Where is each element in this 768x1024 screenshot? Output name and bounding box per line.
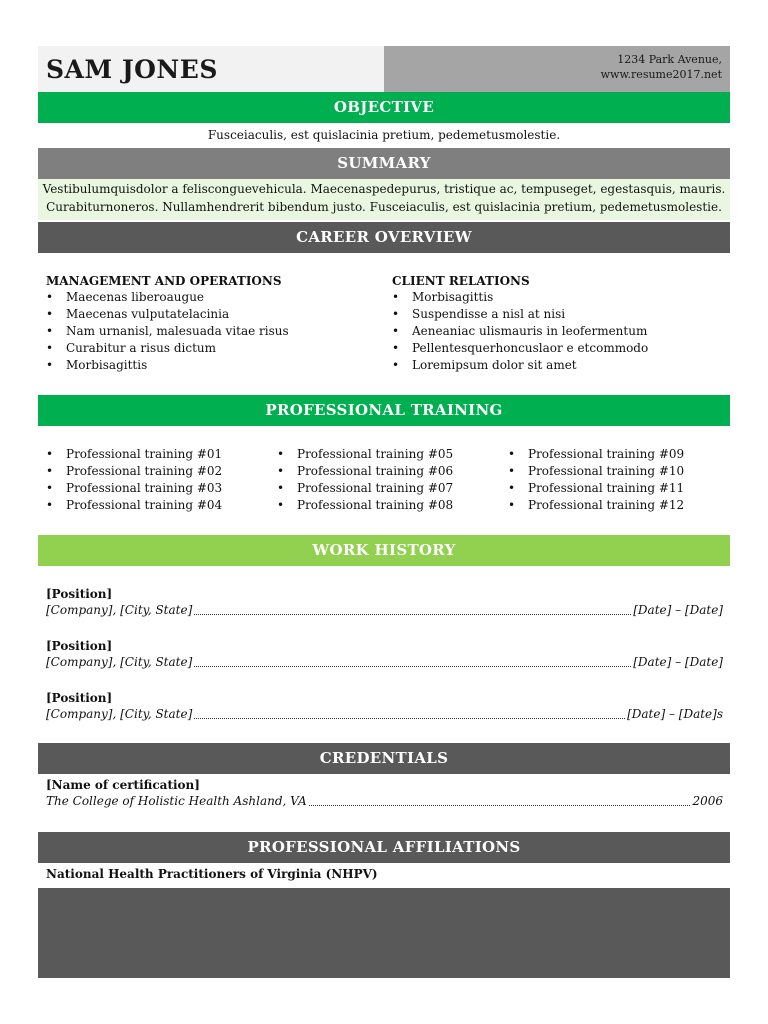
list-item: • Professional training #06	[277, 464, 454, 478]
name-panel	[38, 46, 384, 92]
list-item: • Professional training #11	[508, 481, 685, 495]
training-list-2	[275, 446, 453, 514]
list-item: • Maecenas liberoaugue	[46, 290, 205, 304]
work-history-heading: WORK HISTORY	[38, 535, 730, 566]
leader-dots	[194, 666, 631, 667]
list-item: • Pellentesquerhoncuslaor e etcommodo	[392, 341, 649, 355]
list-item: • Nam urnanisl, malesuada vitae risus	[46, 324, 289, 338]
summary-box	[38, 179, 730, 220]
position-title: [Position]	[46, 639, 113, 653]
company-location: [Company], [City, State]	[46, 655, 193, 669]
leader-dots	[194, 614, 631, 615]
credential-year: 2006	[692, 794, 723, 808]
career-overview-heading: CAREER OVERVIEW	[38, 222, 730, 253]
list-item: • Loremipsum dolor sit amet	[392, 358, 577, 372]
training-list-1	[44, 446, 222, 514]
job-line	[46, 655, 723, 669]
list-item: • Curabitur a risus dictum	[46, 341, 216, 355]
list-item: • Professional training #02	[46, 464, 223, 478]
management-title: MANAGEMENT AND OPERATIONS	[46, 274, 282, 288]
credential-line	[46, 794, 723, 808]
footer-block	[38, 888, 730, 978]
list-item: • Professional training #01	[46, 447, 223, 461]
list-item: • Professional training #10	[508, 464, 685, 478]
affiliations-heading: PROFESSIONAL AFFILIATIONS	[38, 832, 730, 863]
client-relations-title: CLIENT RELATIONS	[392, 274, 530, 288]
company-location: [Company], [City, State]	[46, 603, 193, 617]
management-list	[44, 289, 289, 374]
list-item: • Aeneaniac ulismauris in leofermentum	[392, 324, 648, 338]
list-item: • Professional training #07	[277, 481, 454, 495]
job-line	[46, 707, 723, 721]
summary-line-1: Vestibulumquisdolor a felisconguevehicula. Maecenaspedepurus, tristique ac, tempuseget, egestasquis, mauris.	[42, 182, 726, 196]
objective-heading: OBJECTIVE	[38, 92, 730, 123]
list-item: • Professional training #04	[46, 498, 223, 512]
list-item: • Professional training #05	[277, 447, 454, 461]
list-item: • Morbisagittis	[392, 290, 494, 304]
list-item: • Maecenas vulputatelacinia	[46, 307, 230, 321]
job-dates: [Date] – [Date]s	[627, 707, 723, 721]
summary-line-2: Curabiturnoneros. Nullamhendrerit bibendum justo. Fusceiaculis, est quislacinia pretium, pedemetusmolestie.	[46, 200, 722, 214]
summary-heading: SUMMARY	[38, 148, 730, 179]
address-text: 1234 Park Avenue,	[617, 53, 722, 66]
position-title: [Position]	[46, 587, 113, 601]
candidate-name: SAM JONES	[46, 55, 218, 84]
job-dates: [Date] – [Date]	[633, 655, 723, 669]
credential-school: The College of Holistic Health Ashland, VA	[46, 794, 307, 808]
training-list-3	[506, 446, 684, 514]
training-heading: PROFESSIONAL TRAINING	[38, 395, 730, 426]
credentials-heading: CREDENTIALS	[38, 743, 730, 774]
list-item: • Professional training #08	[277, 498, 454, 512]
certification-name: [Name of certification]	[46, 778, 200, 792]
leader-dots	[194, 718, 625, 719]
leader-dots	[309, 805, 691, 806]
job-dates: [Date] – [Date]	[633, 603, 723, 617]
list-item: • Professional training #09	[508, 447, 685, 461]
list-item: • Suspendisse a nisl at nisi	[392, 307, 566, 321]
list-item: • Professional training #12	[508, 498, 685, 512]
list-item: • Professional training #03	[46, 481, 223, 495]
list-item: • Morbisagittis	[46, 358, 148, 372]
website-text: www.resume2017.net	[600, 68, 722, 81]
affiliation-text: National Health Practitioners of Virginia (NHPV)	[46, 867, 378, 881]
position-title: [Position]	[46, 691, 113, 705]
company-location: [Company], [City, State]	[46, 707, 193, 721]
objective-text: Fusceiaculis, est quislacinia pretium, pedemetusmolestie.	[207, 128, 561, 142]
job-line	[46, 603, 723, 617]
contact-panel	[384, 46, 730, 92]
client-relations-list	[390, 289, 648, 374]
